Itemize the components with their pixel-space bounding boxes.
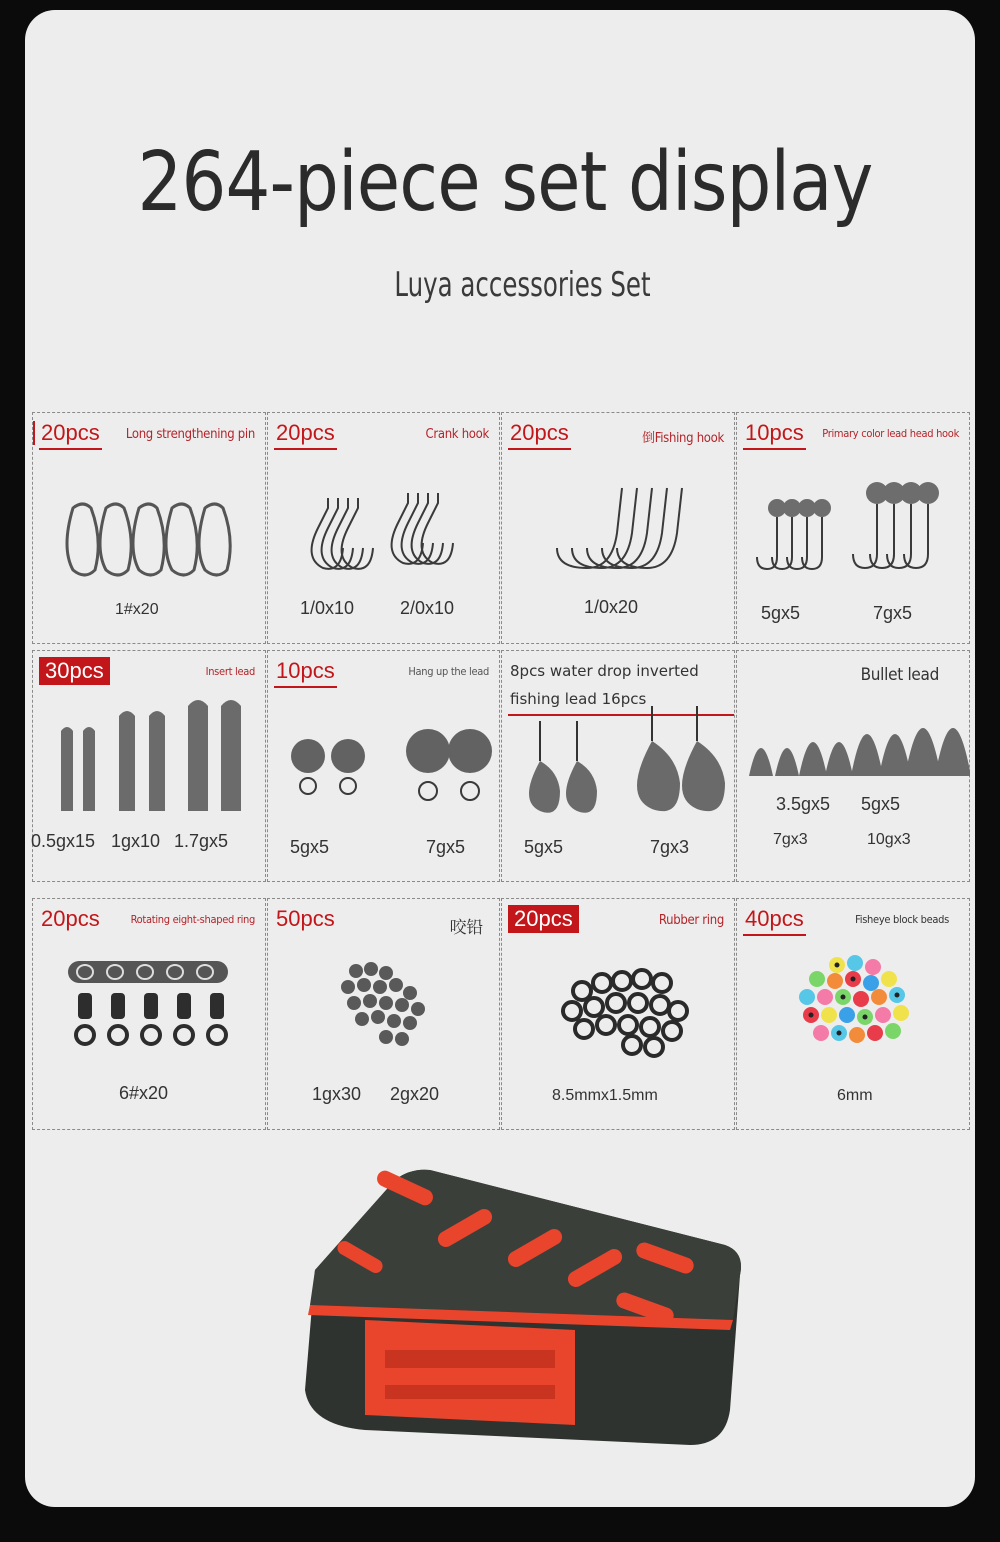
page-title: 264-piece set display — [137, 135, 873, 230]
bullet-lead-image — [737, 651, 970, 883]
item-spec: 10gx3 — [867, 831, 911, 848]
item-spec: 7gx3 — [773, 831, 808, 848]
item-spec: 2gx20 — [390, 1084, 440, 1104]
grid-cell-fishing-hook — [501, 412, 735, 644]
item-name: Crank hook — [425, 427, 489, 442]
item-spec: 1.7gx5 — [174, 831, 229, 851]
grid-cell-hang-lead — [267, 650, 500, 882]
grid-cell-snap-pin — [32, 412, 266, 644]
item-spec: 5gx5 — [861, 794, 901, 814]
count-label: 40pcs — [743, 905, 806, 936]
item-name: Primary color lead head hook — [822, 427, 959, 440]
item-name: Bullet lead — [860, 665, 939, 685]
count-label: 8pcs water drop inverted fishing lead 16pcs — [508, 657, 734, 716]
grid-cell-insert-lead — [32, 650, 266, 882]
product-card — [25, 10, 975, 1507]
count-label: 20pcs — [41, 906, 100, 931]
item-name: Hang up the lead — [408, 665, 489, 678]
item-name: Fisheye block beads — [855, 913, 949, 926]
item-spec: 7gx5 — [873, 603, 913, 623]
item-spec: 1gx30 — [312, 1084, 362, 1104]
grid-cell-lead-head-hook — [736, 412, 970, 644]
count-label: 20pcs — [274, 419, 337, 450]
item-spec: 5gx5 — [761, 603, 801, 623]
grid-cell-bullet-lead — [736, 650, 970, 882]
item-spec: 5gx5 — [290, 837, 330, 857]
item-name: Rotating eight-shaped ring — [130, 913, 255, 926]
grid-cell-fisheye-beads — [736, 898, 970, 1130]
item-spec: 5gx5 — [524, 837, 564, 857]
item-spec: 7gx3 — [650, 837, 690, 857]
item-name: Rubber ring — [658, 913, 724, 928]
count-label: 30pcs — [39, 657, 110, 685]
page-subtitle: Luya accessories Set — [394, 265, 651, 305]
item-name: Long strengthening pin — [125, 427, 255, 442]
item-spec: 0.5gx15 — [31, 831, 96, 851]
grid-cell-rubber-ring — [501, 898, 735, 1130]
grid-cell-swivel — [32, 898, 266, 1130]
item-name: 倒Fishing hook — [642, 431, 724, 446]
item-spec: 1/0x10 — [300, 598, 355, 618]
count-label: 10pcs — [274, 657, 337, 688]
item-spec: 8.5mmx1.5mm — [552, 1087, 658, 1104]
item-spec: 1gx10 — [111, 831, 161, 851]
item-spec: 1/0x20 — [584, 597, 639, 617]
item-spec: 2/0x10 — [400, 598, 455, 618]
item-spec: 6mm — [837, 1087, 873, 1104]
item-spec: 6#x20 — [119, 1083, 169, 1103]
item-spec: 3.5gx5 — [776, 794, 831, 814]
grid-cell-crank-hook — [267, 412, 500, 644]
tackle-box-image — [275, 1160, 755, 1460]
count-label: 20pcs — [508, 419, 571, 450]
count-label: 50pcs — [276, 906, 335, 931]
grid-cell-split-shot — [267, 898, 500, 1130]
count-label: 20pcs — [508, 905, 579, 933]
grid-cell-water-drop-lead — [501, 650, 735, 882]
item-spec: 7gx5 — [426, 837, 466, 857]
count-label: 20pcs — [39, 419, 102, 450]
split-shot-image — [268, 899, 501, 1131]
count-label: 10pcs — [743, 419, 806, 450]
item-name: 咬铅 — [449, 918, 483, 938]
item-spec: 1#x20 — [115, 601, 159, 618]
item-name: Insert lead — [205, 665, 255, 678]
